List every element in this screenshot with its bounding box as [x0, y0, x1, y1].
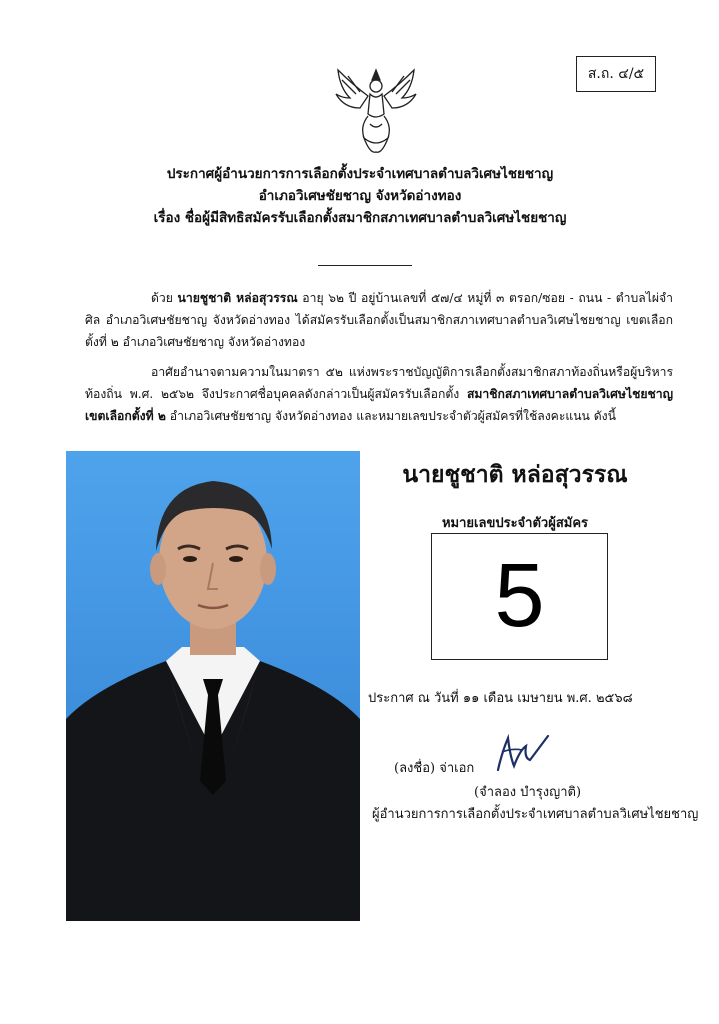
paragraph-1-intro: ด้วย [151, 291, 178, 305]
form-code-box [576, 56, 656, 92]
signature-prefix: (ลงชื่อ) จ่าเอก [394, 761, 475, 776]
candidate-number-box [431, 533, 608, 660]
form-code-label: ส.ถ. ๔/๕ [587, 66, 645, 82]
signer-name: (จำลอง บำรุงญาติ) [474, 785, 582, 800]
divider-line [318, 265, 412, 266]
paragraph-1-name: นายชูชาติ หล่อสุวรรณ [177, 291, 298, 305]
signer-title: ผู้อำนวยการการเลือกตั้งประจำเทศบาลตำบลวิเศษไชยชาญ [372, 807, 699, 822]
candidate-photo [66, 451, 360, 921]
header-line-2: อำเภอวิเศษชัยชาญ จังหวัดอ่างทอง [258, 188, 462, 204]
header-subject: เรื่อง ชื่อผู้มีสิทธิสมัครรับเลือกตั้งสมาชิกสภาเทศบาลตำบลวิเศษไชยชาญ [153, 210, 567, 226]
candidate-name: นายชูชาติ หล่อสุวรรณ [402, 461, 628, 488]
header-line-1: ประกาศผู้อำนวยการการเลือกตั้งประจำเทศบาลตำบลวิเศษไชยชาญ [166, 166, 554, 182]
paragraph-2-bold: สมาชิกสภาเทศบาลตำบลวิเศษไชยชาญ เขตเลือกตั้งที่ ๒ [85, 387, 673, 423]
candidate-number: 5 [494, 546, 545, 646]
paragraph-1 [85, 287, 673, 353]
paragraph-2-body: อำเภอวิเศษชัยชาญ จังหวัดอ่างทอง และหมายเลขประจำตัวผู้สมัครที่ใช้ลงคะแนน ดังนี้ [165, 409, 616, 423]
paragraph-1-body: อายุ ๖๒ ปี อยู่บ้านเลขที่ ๕๗/๔ หมู่ที่ ๓ ตรอก/ซอย - ถนน - ตำบลไผ่จำศิล อำเภอวิเศษชัยชาญ จังหวัดอ่างทอง ได้สมัครรับเลือกตั้งเป็นสมาชิกสภาเทศบาลตำบลวิเศษไชยชาญ เขตเลือกตั้งที่ ๒ อำเภอวิเศษชัยชาญ จังหวัดอ่างทอง [85, 291, 673, 349]
handwritten-signature [492, 730, 552, 774]
paragraph-2-intro: อาศัยอำนาจตามความในมาตรา ๕๒ แห่งพระราชบัญญัติการเลือกตั้งสมาชิกสภาท้องถิ่นหรือผู้บริหารท้องถิ่น พ.ศ. ๒๕๖๒ จึงประกาศชื่อบุคคลดังกล่าวเป็นผู้สมัครรับเลือกตั้ง [85, 365, 673, 401]
announcement-date: ประกาศ ณ วันที่ ๑๑ เดือน เมษายน พ.ศ. ๒๕๖๘ [368, 691, 633, 706]
candidate-number-label: หมายเลขประจำตัวผู้สมัคร [441, 516, 589, 531]
candidate-portrait [66, 451, 360, 921]
paragraph-2 [85, 361, 673, 427]
garuda-emblem [330, 64, 422, 156]
